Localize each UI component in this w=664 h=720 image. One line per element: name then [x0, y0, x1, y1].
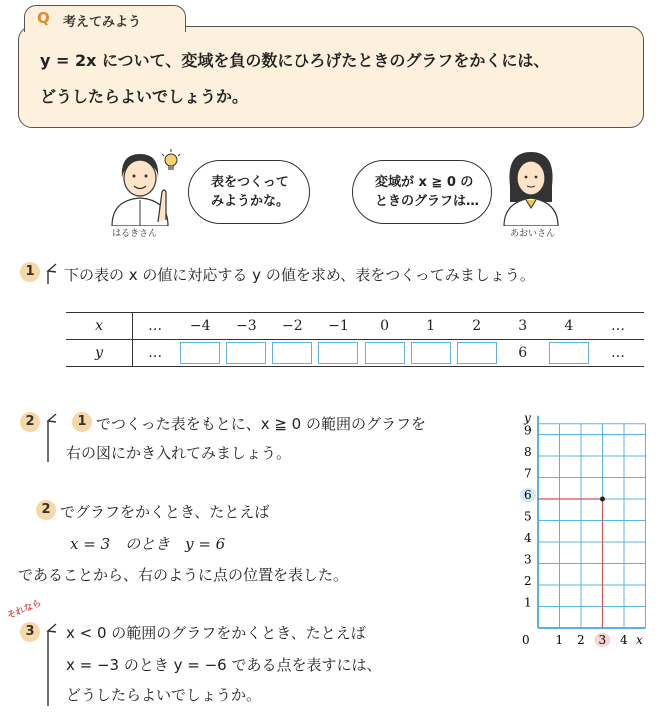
sorenara-badge: それなら: [6, 598, 44, 622]
x-cell: …: [148, 318, 163, 334]
origin-label: 0: [522, 633, 530, 647]
x-cell: −4: [189, 318, 211, 334]
boy-name: はるきさん: [112, 229, 158, 239]
y-cell: [361, 340, 407, 367]
y-axis-label: y: [524, 410, 531, 425]
answer-box[interactable]: [180, 342, 220, 364]
step-1-marker: 1: [20, 262, 40, 282]
answer-box[interactable]: [549, 342, 589, 364]
girl-speech-bubble: [352, 160, 492, 224]
y-cell: [454, 340, 500, 367]
boy-bubble-line-1: 表をつくって: [211, 175, 289, 190]
data-point: [600, 497, 605, 502]
x-tick-label: 2: [577, 633, 585, 647]
y-cell: [177, 340, 223, 367]
value-table: [66, 312, 644, 367]
y-cell: [269, 340, 315, 367]
y-cell: [315, 340, 361, 367]
x-cell: −3: [235, 318, 257, 334]
y-tick-label: 4: [524, 531, 532, 545]
x-cell: −2: [282, 318, 303, 334]
y-cell: 6: [518, 345, 528, 361]
x-cell: …: [610, 318, 625, 334]
x-cell: 1: [426, 318, 436, 334]
y-tick-label: 2: [524, 574, 532, 588]
y-tick-label: 1: [524, 595, 532, 610]
girl-illustration: [496, 146, 566, 226]
answer-box[interactable]: [226, 342, 266, 364]
step-1-text: 下の表の x の値に対応する y の値を求め、表をつくってみましょう。: [64, 266, 535, 284]
step-3-marker: 3: [20, 622, 40, 642]
y-cell: [546, 340, 592, 367]
y-cell: [223, 340, 269, 367]
question-line-1: y = 2x について、変域を負の数にひろげたときのグラフをかくには、: [40, 51, 550, 70]
question-mark: Q: [37, 9, 50, 27]
boy-bubble-line-2: みようかな。: [211, 194, 290, 209]
answer-box[interactable]: [457, 342, 497, 364]
question-box: [18, 26, 644, 128]
coordinate-graph: [508, 404, 658, 654]
y-cell: …: [610, 345, 625, 361]
paragraph-line-2: x = 3 のとき y = 6: [70, 535, 226, 553]
step-3-text-2: x = −3 のとき y = −6 である点を表すには、: [66, 656, 382, 674]
x-row-label: x: [66, 313, 133, 340]
girl-bubble-line-2: ときのグラフは…: [375, 194, 480, 209]
answer-box[interactable]: [318, 342, 358, 364]
step-3-text-3: どうしたらよいでしょうか。: [66, 686, 262, 704]
y-row-label: y: [66, 340, 133, 367]
y-tick-label: 6: [524, 488, 532, 502]
question-tab: [24, 5, 186, 32]
bracket-icon: [44, 262, 58, 284]
x-row: [66, 313, 644, 340]
step-2-text-1: でつくった表をもとに、x ≧ 0 の範囲のグラフを: [96, 415, 426, 433]
y-tick-label: 5: [524, 509, 532, 524]
question-line-2: どうしたらよいでしょうか。: [40, 87, 249, 106]
x-cell: 2: [472, 318, 482, 334]
step-2-text-2: 右の図にかき入れてみましょう。: [66, 444, 292, 462]
x-cell: 4: [564, 318, 574, 334]
x-tick-label: 4: [620, 633, 628, 647]
lightbulb-icon: [160, 148, 182, 178]
answer-box[interactable]: [365, 342, 405, 364]
x-cell: −1: [328, 318, 349, 334]
answer-box[interactable]: [411, 342, 451, 364]
paragraph-line-3: であることから、右のように点の位置を表した。: [18, 566, 349, 584]
x-cell: 0: [380, 318, 389, 334]
y-cell: …: [148, 345, 163, 361]
question-title: 考えてみよう: [63, 15, 142, 30]
x-tick-label: 3: [598, 633, 607, 647]
girl-name: あおいさん: [510, 229, 556, 239]
bracket-icon: [44, 412, 58, 462]
y-tick-label: 8: [524, 445, 532, 459]
boy-speech-bubble: [188, 160, 310, 224]
y-row: [66, 340, 644, 367]
x-tick-label: 1: [555, 633, 564, 647]
y-tick-label: 3: [524, 552, 532, 567]
y-tick-label: 9: [524, 423, 532, 438]
x-cell: 3: [518, 318, 528, 334]
step-1-reference: 1: [72, 412, 92, 432]
paragraph-line-1: でグラフをかくとき、たとえば: [60, 503, 270, 521]
y-tick-label: 7: [524, 466, 532, 481]
step-2-marker: 2: [20, 412, 40, 432]
bracket-icon: [44, 622, 58, 706]
x-axis-label: x: [636, 633, 643, 647]
y-cell: [408, 340, 454, 367]
step-3-text-1: x < 0 の範囲のグラフをかくとき、たとえば: [66, 624, 366, 642]
step-2-reference: 2: [36, 500, 56, 520]
answer-box[interactable]: [272, 342, 312, 364]
girl-bubble-line-1: 変域が x ≧ 0 の: [375, 175, 474, 190]
